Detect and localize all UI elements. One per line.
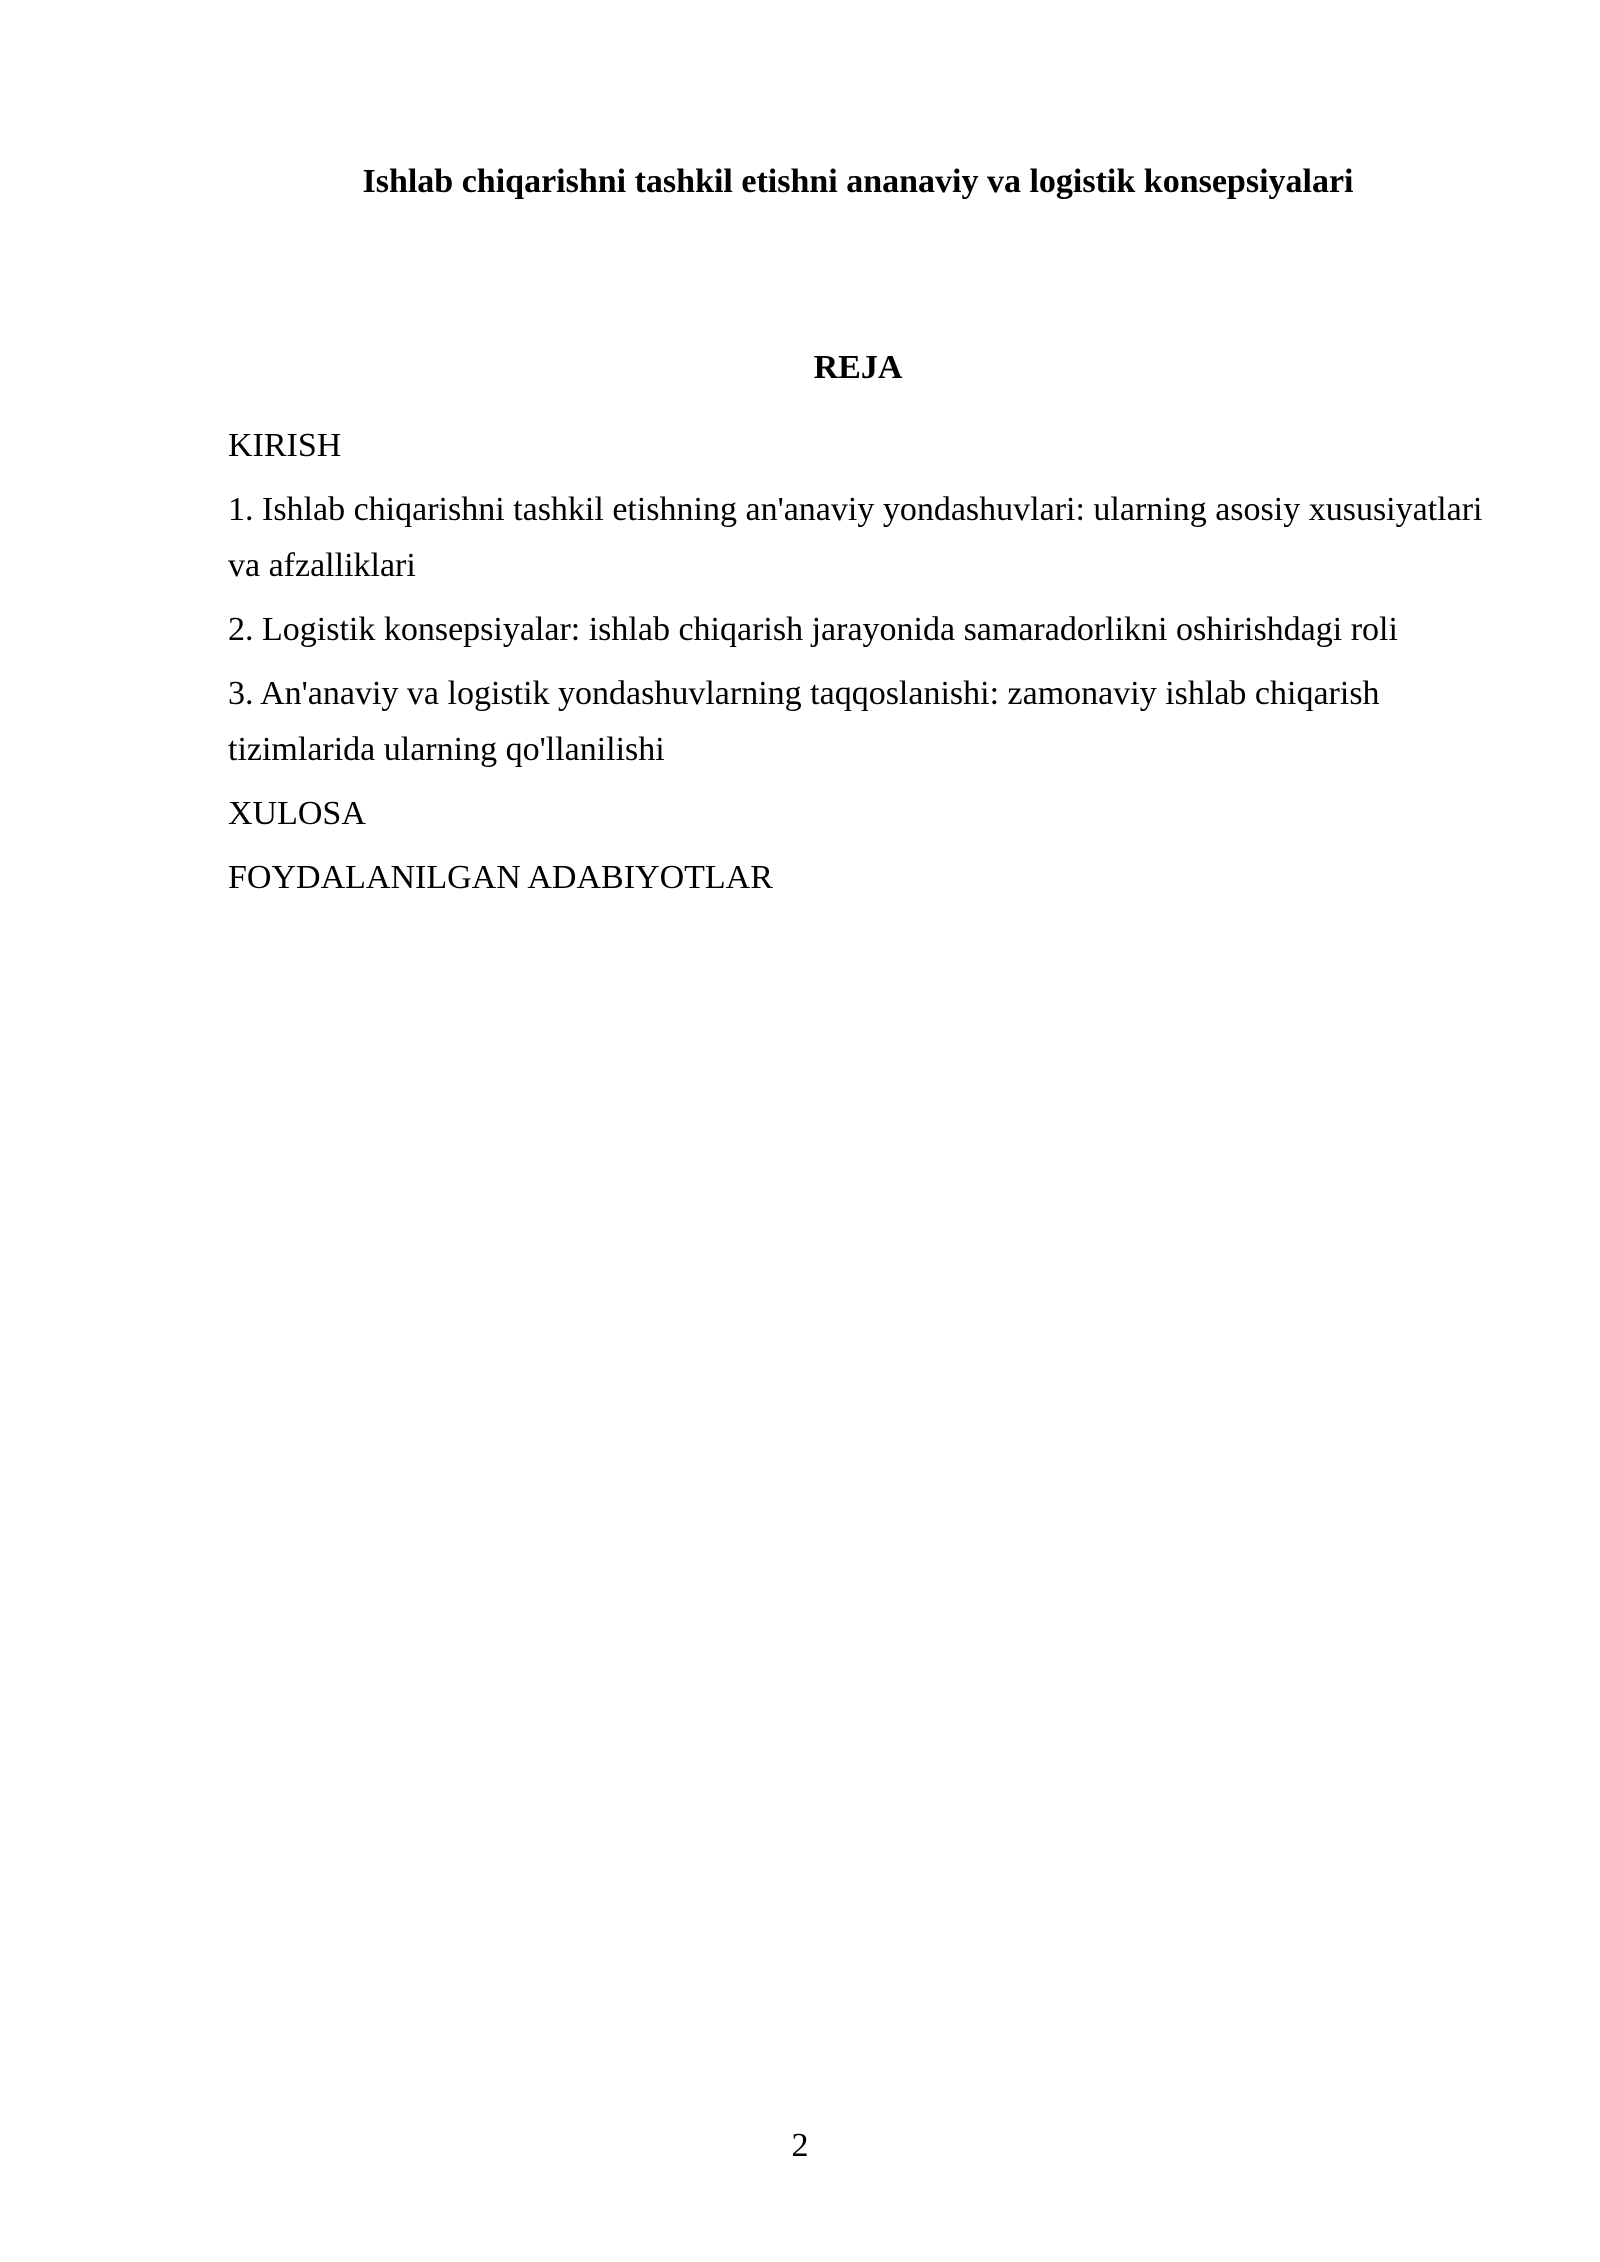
plan-item-1: 1. Ishlab chiqarishni tashkil etishning an'anaviy yondashuvlari: ularning asosiy xususiyatlari va afzalliklari <box>228 491 1483 584</box>
plan-list <box>228 418 1488 914</box>
page-number: 2 <box>791 2127 809 2164</box>
plan-item-conclusion: XULOSA <box>228 795 366 832</box>
plan-item-introduction: KIRISH <box>228 427 342 464</box>
plan-heading: REJA <box>813 349 903 386</box>
plan-item-3: 3. An'anaviy va logistik yondashuvlarning taqqoslanishi: zamonaviy ishlab chiqarish tizimlarida ularning qo'llanilishi <box>228 675 1380 768</box>
plan-item-references: FOYDALANILGAN ADABIYOTLAR <box>228 859 773 896</box>
plan-item-2: 2. Logistik konsepsiyalar: ishlab chiqarish jarayonida samaradorlikni oshirishdagi roli <box>228 611 1398 648</box>
document-title: Ishlab chiqarishni tashkil etishni ananaviy va logistik konsepsiyalari <box>362 163 1354 200</box>
